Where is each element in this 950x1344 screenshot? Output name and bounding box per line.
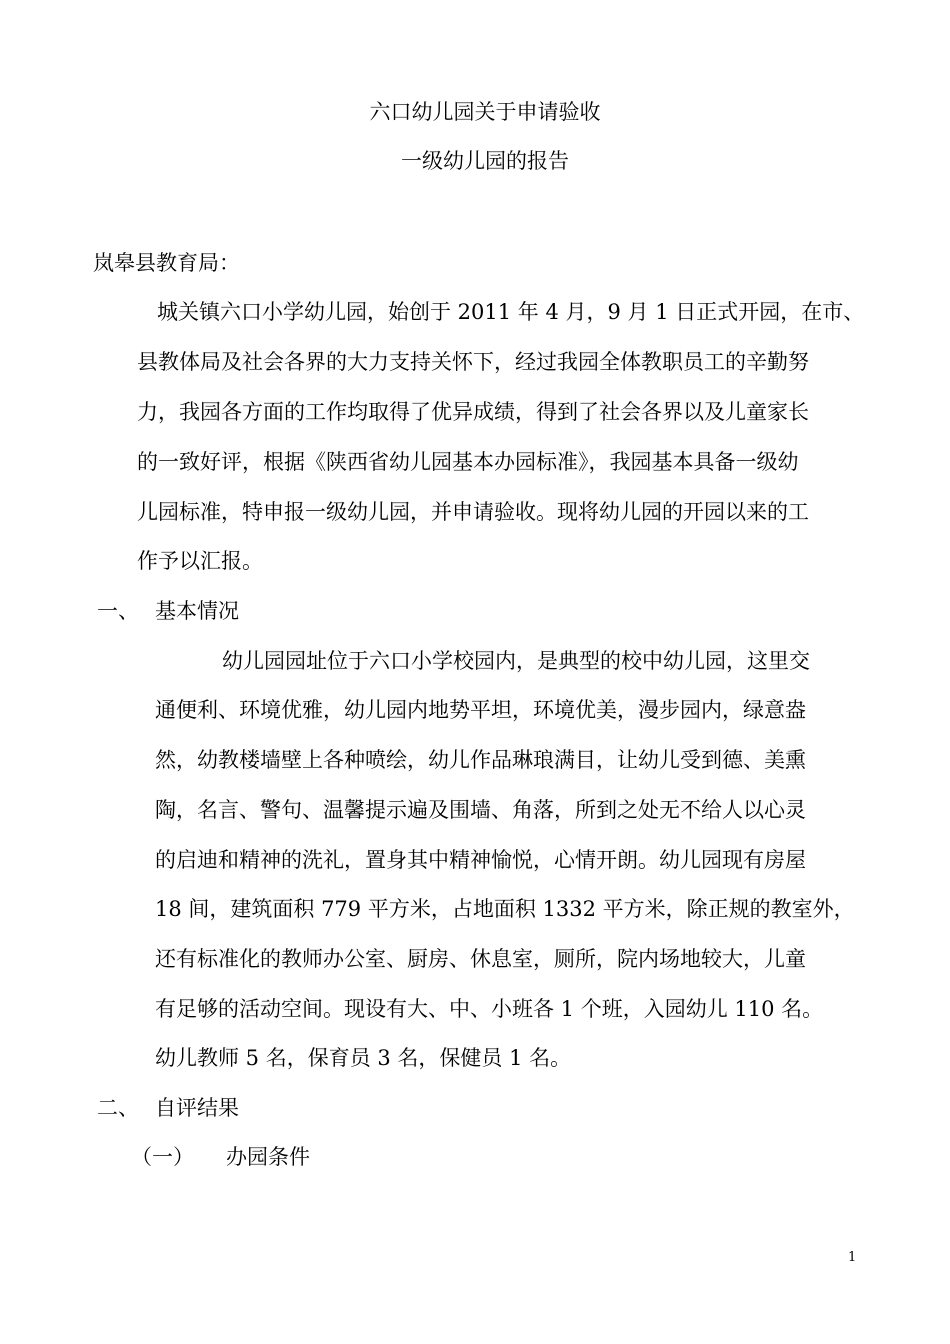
paragraph-line: 儿园标准，特申报一级幼儿园，并申请验收。现将幼儿园的开园以来的工	[137, 500, 809, 524]
paragraph-line: 然，幼教楼墙壁上各种喷绘，幼儿作品琳琅满目，让幼儿受到德、美熏	[155, 748, 806, 772]
paragraph-line: 幼儿园园址位于六口小学校园内，是典型的校中幼儿园，这里交	[222, 649, 810, 673]
paragraph-line: 作予以汇报。	[137, 549, 263, 573]
paragraph-line: 力，我园各方面的工作均取得了优异成绩，得到了社会各界以及儿童家长	[137, 400, 809, 424]
salutation: 岚皋县教育局：	[93, 251, 240, 275]
paragraph-line: 有足够的活动空间。现设有大、中、小班各 1 个班，入园幼儿 110 名。	[155, 997, 824, 1021]
title-line-1: 六口幼儿园关于申请验收	[369, 100, 601, 124]
section-title: 自评结果	[155, 1096, 239, 1120]
subsection-title: 办园条件	[226, 1145, 310, 1169]
section-number: 一、	[97, 599, 139, 623]
page-number: 1	[848, 1250, 857, 1265]
paragraph-line: 通便利、环境优雅，幼儿园内地势平坦，环境优美，漫步园内，绿意盎	[155, 698, 806, 722]
paragraph-line: 陶，名言、警句、温馨提示遍及围墙、角落，所到之处无不给人以心灵	[155, 798, 806, 822]
paragraph-line: 的启迪和精神的洗礼，置身其中精神愉悦，心情开朗。幼儿园现有房屋	[155, 848, 806, 872]
title-line-2: 一级幼儿园的报告	[401, 149, 569, 173]
paragraph-line: 幼儿教师 5 名，保育员 3 名，保健员 1 名。	[155, 1046, 572, 1070]
paragraph-line: 县教体局及社会各界的大力支持关怀下，经过我园全体教职员工的辛勤努	[137, 350, 809, 374]
paragraph-line: 的一致好评，根据《陕西省幼儿园基本办园标准》，我园基本具备一级幼	[137, 450, 799, 474]
paragraph-line: 还有标准化的教师办公室、厨房、休息室，厕所，院内场地较大，儿童	[155, 947, 806, 971]
section-number: 二、	[97, 1096, 139, 1120]
subsection-number: （一）	[131, 1145, 194, 1169]
paragraph-line: 城关镇六口小学幼儿园，始创于 2011 年 4 月，9 月 1 日正式开园，在市、	[157, 300, 865, 324]
section-title: 基本情况	[155, 599, 239, 623]
paragraph-line: 18 间，建筑面积 779 平方米，占地面积 1332 平方米，除正规的教室外，	[155, 897, 855, 921]
